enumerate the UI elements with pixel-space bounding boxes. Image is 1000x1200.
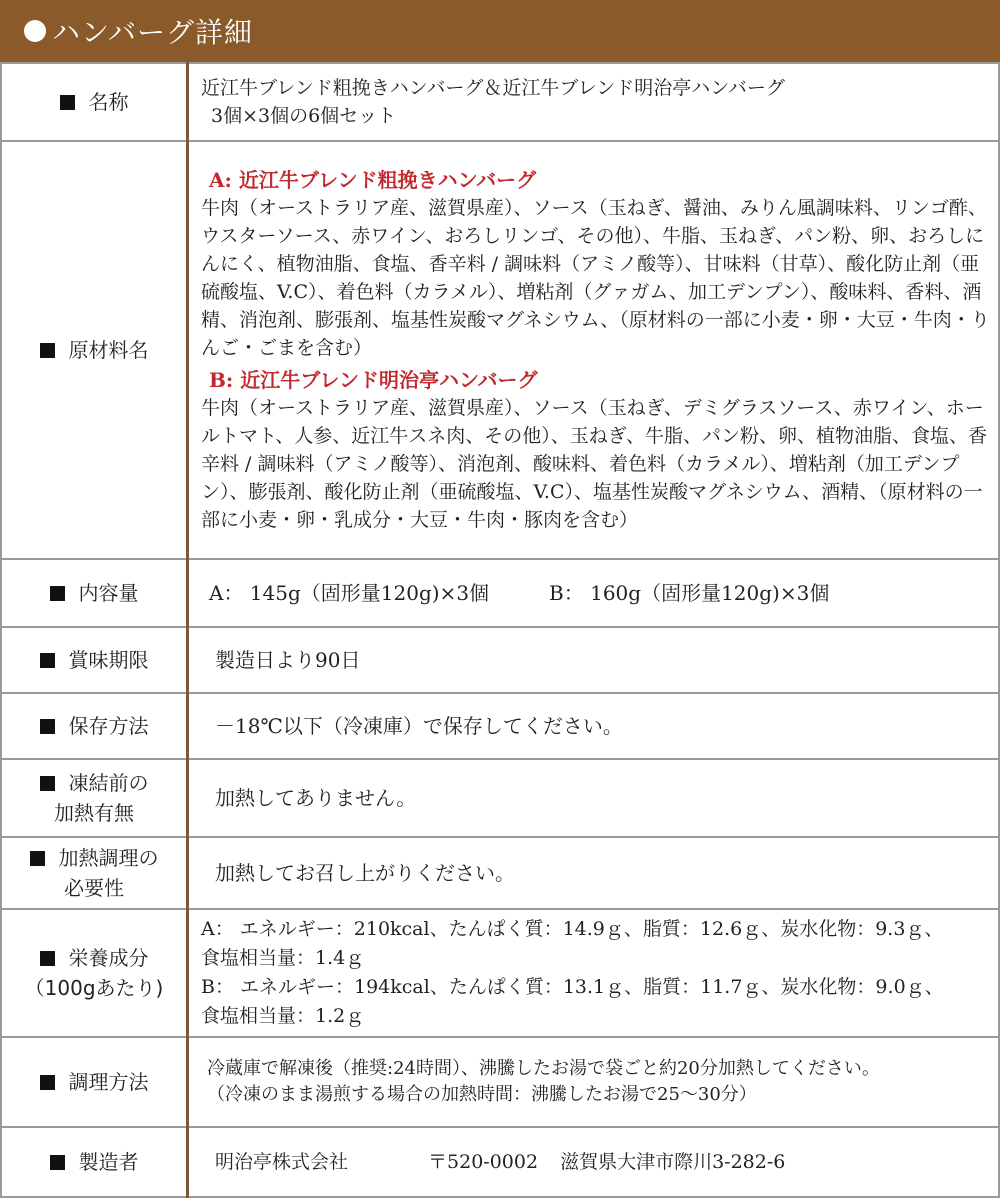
label-cell (1, 141, 188, 559)
value-cell (188, 559, 1000, 627)
value-cell: －18℃以下（冷凍庫）で保存してください。 (188, 693, 1000, 759)
row-maker (1, 1127, 999, 1197)
label-text-2: （100gあたり) (24, 976, 164, 1000)
value-cell (188, 1127, 1000, 1197)
row-name (1, 63, 999, 141)
row-content (1, 559, 999, 627)
square-bullet-icon (40, 719, 55, 734)
nutrition-b-line1: B： エネルギー：194kcal、たんぱく質：13.1ｇ、脂質：11.7ｇ、炭水化物：9.0ｇ、 (201, 976, 944, 998)
circle-bullet-icon (24, 20, 46, 42)
label-text: 調理方法 (68, 1070, 149, 1094)
square-bullet-icon (30, 851, 45, 866)
label-text: 製造者 (78, 1150, 139, 1174)
section-title: ハンバーグ詳細 (52, 16, 254, 49)
label-cell (1, 837, 188, 909)
section-header (0, 0, 1000, 62)
maker-address: 滋賀県大津市際川3-282-6 (560, 1151, 786, 1173)
ingredients-b-text: 牛肉（オーストラリア産、滋賀県産）、ソース（玉ねぎ、デミグラスソース、赤ワイン、ホールトマト、人参、近江牛スネ肉、その他）、玉ねぎ、牛脂、パン粉、卵、植物油脂、食塩、香辛料 / 調味料（アミノ酸等）、消泡剤、酸味料、着色料（カラメル）、増粘剤（加工デンプン）、膨張剤、酸化防止剤（亜硫酸塩、V.C）、塩基性炭酸マグネシウム、酒精、（原材料の一部に小麦・卵・乳成分・大豆・牛肉・豚肉を含む） (201, 397, 988, 531)
square-bullet-icon (40, 653, 55, 668)
value-cell (188, 909, 1000, 1037)
label-text: 名称 (88, 90, 129, 114)
label-text: 加熱調理の (58, 846, 159, 870)
row-nutrition (1, 909, 999, 1037)
value-cell (188, 1037, 1000, 1127)
square-bullet-icon (40, 776, 55, 791)
square-bullet-icon (40, 1075, 55, 1090)
label-cell (1, 627, 188, 693)
content-a: A： 145g（固形量120g)×3個 (209, 581, 490, 605)
label-text: 保存方法 (68, 714, 149, 738)
label-cell (1, 909, 188, 1037)
label-text: 内容量 (78, 581, 139, 605)
value-cell: 加熱してお召し上がりください。 (188, 837, 1000, 909)
nutrition-b-line2: 食塩相当量：1.2ｇ (201, 1005, 365, 1027)
ingredients-b-title: B: 近江牛ブレンド明治亭ハンバーグ (209, 368, 538, 392)
nutrition-a-line2: 食塩相当量：1.4ｇ (201, 947, 365, 969)
square-bullet-icon (60, 95, 75, 110)
square-bullet-icon (40, 951, 55, 966)
value-cell (188, 63, 1000, 141)
value-cell: 製造日より90日 (188, 627, 1000, 693)
square-bullet-icon (40, 343, 55, 358)
label-cell (1, 1037, 188, 1127)
row-method (1, 1037, 999, 1127)
row-cooking-need (1, 837, 999, 909)
ingredients-a-text: 牛肉（オーストラリア産、滋賀県産）、ソース（玉ねぎ、醤油、みりん風調味料、リンゴ酢、ウスターソース、赤ワイン、おろしリンゴ、その他）、牛脂、玉ねぎ、パン粉、卵、おろしにんにく、植物油脂、食塩、香辛料 / 調味料（アミノ酸等）、甘味料（甘草）、酸化防止剤（亜硫酸塩、V.C）、着色料（カラメル）、増粘剤（グァガム、加工デンプン）、酸味料、香料、酒精、消泡剤、膨張剤、塩基性炭酸マグネシウム、（原材料の一部に小麦・卵・大豆・牛肉・りんご・ごまを含む） (201, 197, 990, 359)
nutrition-a-line1: A： エネルギー：210kcal、たんぱく質：14.9ｇ、脂質：12.6ｇ、炭水化物：9.3ｇ、 (201, 918, 944, 940)
row-ingredients (1, 141, 999, 559)
label-text: 栄養成分 (68, 946, 149, 970)
label-text: 原材料名 (68, 338, 149, 362)
label-cell (1, 759, 188, 837)
ingredients-a-title: A: 近江牛ブレンド粗挽きハンバーグ (209, 168, 537, 192)
method-line1: 冷蔵庫で解凍後（推奨:24時間）、沸騰したお湯で袋ごと約20分加熱してください。 (207, 1058, 880, 1079)
method-line2: （冷凍のまま湯煎する場合の加熱時間：沸騰したお湯で25〜30分） (207, 1084, 757, 1105)
label-cell (1, 1127, 188, 1197)
maker-company: 明治亭株式会社 (215, 1151, 349, 1173)
row-storage (1, 693, 999, 759)
row-expiry (1, 627, 999, 693)
product-name: 近江牛ブレンド粗挽きハンバーグ＆近江牛ブレンド明治亭ハンバーグ (201, 77, 785, 99)
label-text-2: 加熱有無 (54, 801, 134, 825)
label-text: 賞味期限 (68, 648, 149, 672)
content-b: B： 160g（固形量120g)×3個 (549, 581, 830, 605)
detail-table (0, 62, 1000, 1198)
label-cell (1, 559, 188, 627)
value-cell (188, 141, 1000, 559)
product-set: 3個×3個の6個セット (211, 105, 397, 127)
label-cell (1, 693, 188, 759)
label-cell (1, 63, 188, 141)
maker-postal: 〒520-0002 (428, 1151, 539, 1173)
label-text-2: 必要性 (64, 876, 124, 900)
value-cell: 加熱してありません。 (188, 759, 1000, 837)
square-bullet-icon (50, 586, 65, 601)
square-bullet-icon (50, 1155, 65, 1170)
row-preheat (1, 759, 999, 837)
label-text: 凍結前の (68, 771, 149, 795)
